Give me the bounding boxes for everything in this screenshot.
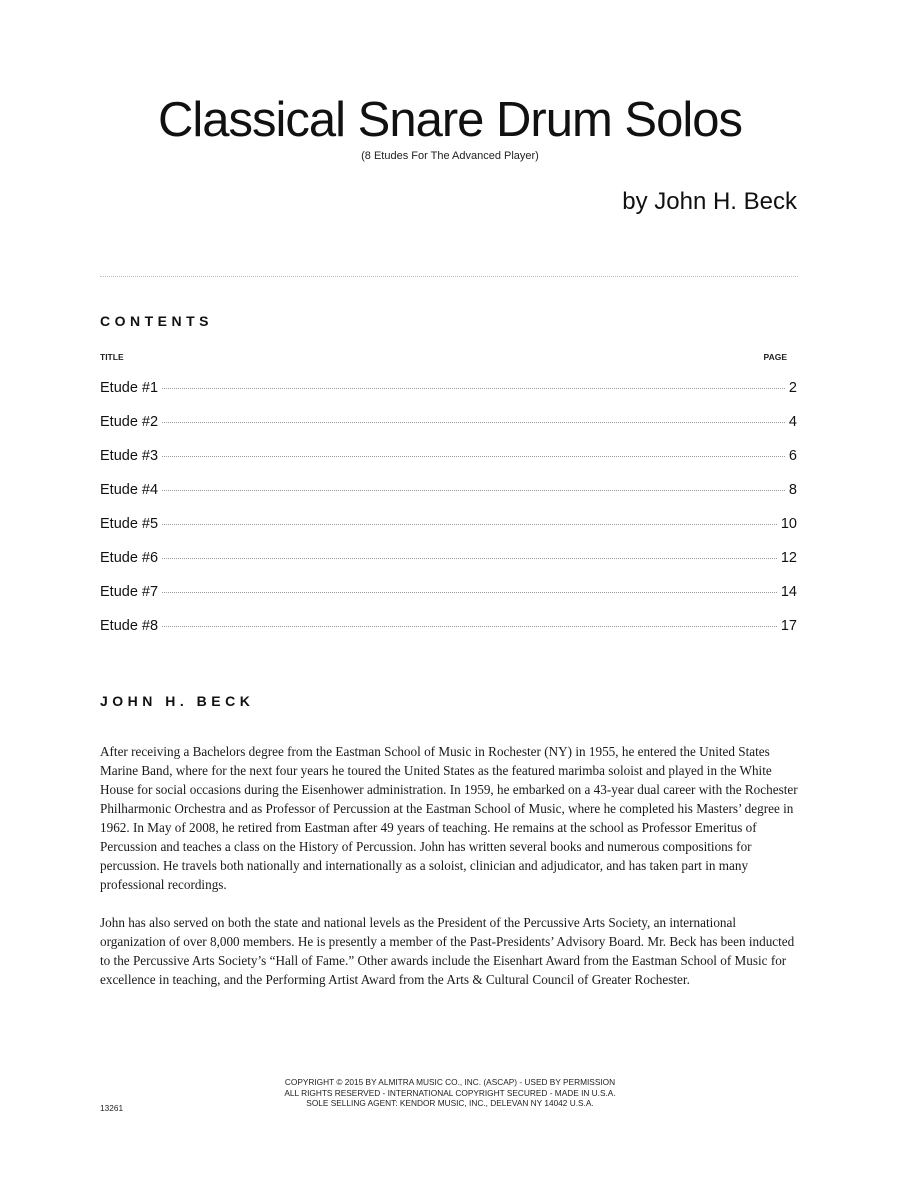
toc-leader-dots [162,388,785,389]
toc-leader-dots [162,524,777,525]
toc-entry [100,414,797,448]
toc-entry [100,618,797,652]
toc-entry-title: Etude #4 [100,482,159,498]
toc-entry [100,380,797,414]
toc-leader-dots [162,456,785,457]
page-subtitle: (8 Etudes For The Advanced Player) [361,150,539,162]
toc-entry-title: Etude #5 [100,516,159,532]
copyright-line: ALL RIGHTS RESERVED - INTERNATIONAL COPYRIGHT SECURED - MADE IN U.S.A. [284,1087,616,1098]
toc-entry-page: 4 [788,414,797,430]
toc-entry-page: 8 [788,482,797,498]
bio-text [100,742,800,1008]
copyright-line: COPYRIGHT © 2015 BY ALMITRA MUSIC CO., INC. (ASCAP) - USED BY PERMISSION [284,1077,616,1087]
toc-entry-page: 12 [780,550,797,566]
bio-paragraph: John has also served on both the state and national levels as the President of the Percussive Arts Society, an international organization of over 8,000 members. He is presently a member of the Past-Presidents’ Advisory Board. Mr. Beck has been inducted to the Percussive Arts Society’s “Hall of Fame.” Other awards include the Eisenhart Award from the Eastman School of Music for excellence in teaching, and the Performing Artist Award from the Arts & Cultural Council of Greater Rochester. [100,915,795,987]
toc-entry-title: Etude #6 [100,550,159,566]
toc-title-column-header: TITLE [100,352,124,362]
bio-paragraph: After receiving a Bachelors degree from the Eastman School of Music in Rochester (NY) in 1955, he entered the United States Marine Band, where for the next four years he toured the United States as the featured marimba soloist and played in the White House for social occasions during the Eisenhower administration. In 1959, he embarked on a 43-year dual career with the Rochester Philharmonic Orchestra and as Professor of Percussion at the Eastman School of Music, where he completed his Masters’ degree in 1962. In May of 2008, he retired from Eastman after 49 years of teaching. He remains at the school as Professor Emeritus of Percussion and teaches a class on the History of Percussion. John has written several books and numerous compositions for percussion. He travels both nationally and internationally as a soloist, clinician and adjudicator, and has taken part in many professional recordings. [100,744,798,892]
toc-leader-dots [162,422,785,423]
toc-entry [100,550,797,584]
toc-entry-title: Etude #1 [100,380,159,396]
toc-page-column-header: PAGE [763,352,787,362]
toc-entry-title: Etude #7 [100,584,159,600]
toc-entry-page: 10 [780,516,797,532]
bio-heading: JOHN H. BECK [100,693,255,709]
toc-leader-dots [162,592,777,593]
toc-entry-page: 2 [788,380,797,396]
toc-entry-page: 6 [788,448,797,464]
toc-entry [100,482,797,516]
toc-entry-title: Etude #8 [100,618,159,634]
divider-rule [100,276,798,277]
table-of-contents [100,380,797,652]
contents-heading: CONTENTS [100,313,213,329]
toc-entry-title: Etude #2 [100,414,159,430]
toc-entry [100,584,797,618]
copyright-line: SOLE SELLING AGENT: KENDOR MUSIC, INC., DELEVAN NY 14042 U.S.A. [306,1098,594,1108]
toc-leader-dots [162,490,785,491]
toc-entry-page: 14 [780,584,797,600]
toc-entry [100,516,797,550]
toc-entry-title: Etude #3 [100,448,159,464]
toc-entry [100,448,797,482]
copyright-notice [0,1077,900,1109]
toc-leader-dots [162,558,777,559]
page-title: Classical Snare Drum Solos [158,93,742,147]
toc-leader-dots [162,626,777,627]
author-byline: by John H. Beck [622,188,797,215]
catalog-number: 13261 [100,1103,124,1113]
toc-entry-page: 17 [780,618,797,634]
